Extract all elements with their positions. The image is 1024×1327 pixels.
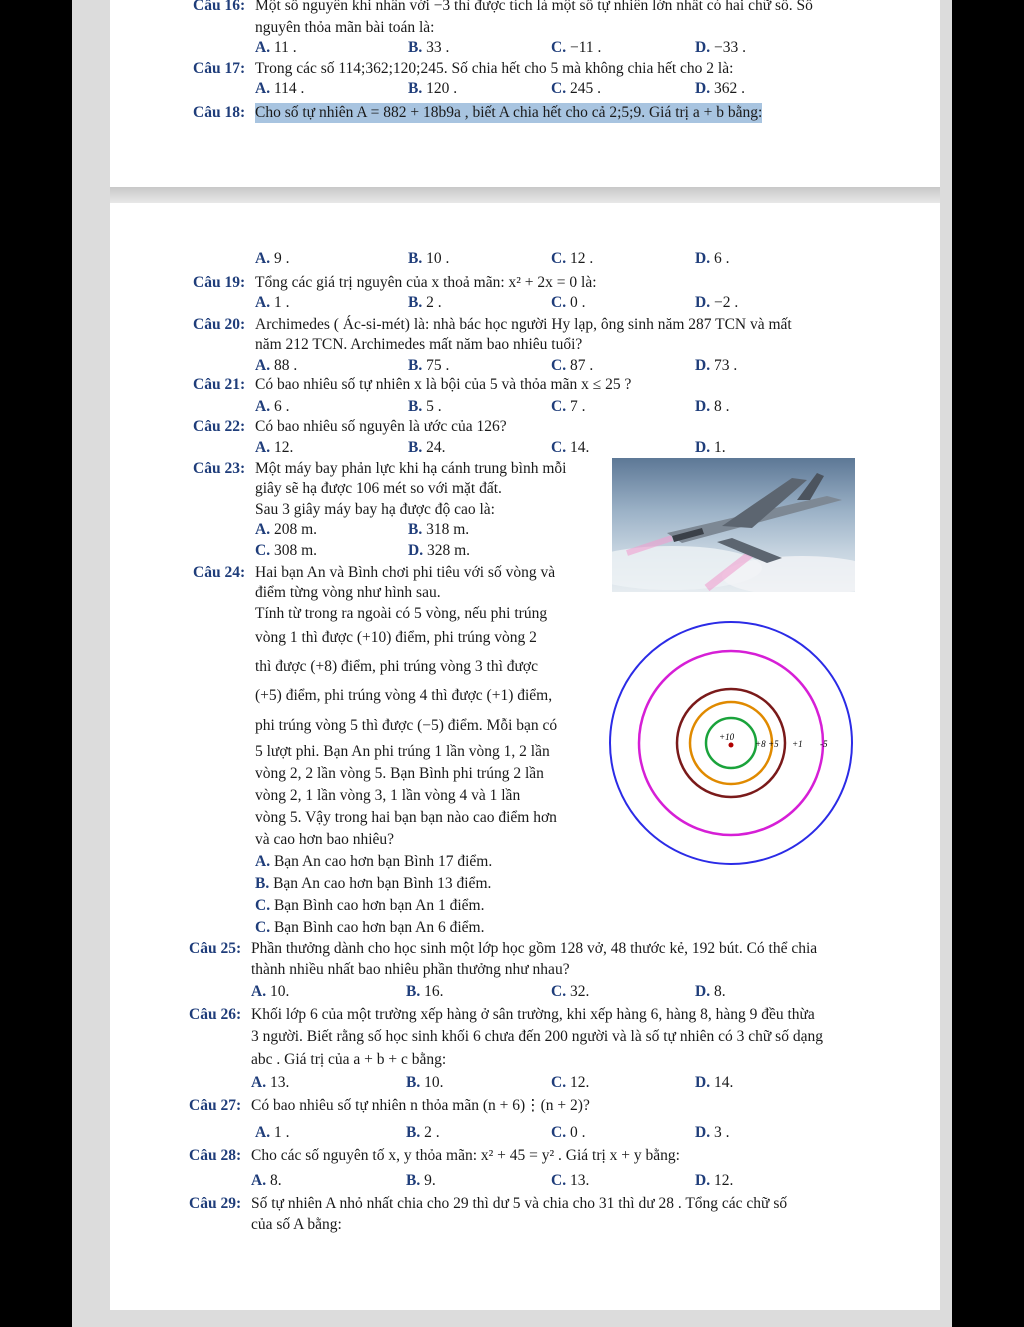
bullseye xyxy=(729,743,734,748)
question-18-options: A. 9 . B. 10 . C. 12 . D. 6 . xyxy=(255,250,730,267)
ring-label-5: -5 xyxy=(820,739,828,749)
question-16: Câu 16: Một số nguyên khi nhân với −3 thì được tích là một số tự nhiên lớn nhất có hai chữ số. Số nguyên thỏa mãn bài toán là: A. 11 . B. 33 . C. −11 . D. −33 . xyxy=(193,0,813,56)
question-18: Câu 18: Cho số tự nhiên A = 882 + 18b9a , biết A chia hết cho cả 2;5;9. Giá trị a + b bằng: xyxy=(193,104,763,121)
question-26: Câu 26: Khối lớp 6 của một trường xếp hàng ở sân trường, khi xếp hàng 6, hàng 8, hàng 9 đều thừa 3 người. Biết rằng số học sinh khối 6 chưa đến 200 người và là số tự nhiên có 3 chữ số dạng abc . Giá trị của a + b + c bằng: A. 13. B. 10. C. 12. D. 14. xyxy=(189,1006,823,1091)
question-28: Câu 28: Cho các số nguyên tố x, y thỏa mãn: x² + 45 = y² . Giá trị x + y bằng: A. 8. B. 9. C. 13. D. 12. xyxy=(189,1147,734,1189)
ring-label-1: +10 xyxy=(719,732,735,742)
page-gap xyxy=(110,187,940,203)
jet-plane-image xyxy=(612,458,855,592)
ring-label-3: +5 xyxy=(768,739,779,749)
dartboard-diagram xyxy=(600,610,870,880)
question-17: Câu 17: Trong các số 114;362;120;245. Số chia hết cho 5 mà không chia hết cho 2 là: A. 114 . B. 120 . C. 245 . D. 362 . xyxy=(193,60,745,97)
question-27: Câu 27: Có bao nhiêu số tự nhiên n thỏa mãn (n + 6)⋮(n + 2)? A. 1 . B. 2 . C. 0 . D. 3 . xyxy=(189,1097,730,1141)
question-25: Câu 25: Phần thưởng dành cho học sinh một lớp học gồm 128 vở, 48 thước kẻ, 192 bút. Có thể chia thành nhiều nhất bao nhiêu phần thưởng như nhau? A. 10. B. 16. C. 32. D. 8. xyxy=(189,940,818,1000)
question-23: Câu 23: Một máy bay phản lực khi hạ cánh trung bình mỗi giây sẽ hạ được 106 mét so với mặt đất. Sau 3 giây máy bay hạ được độ cao là: A. 208 m. B. 318 m. C. 308 m. D. 328 m. xyxy=(193,460,567,559)
question-20: Câu 20: Archimedes ( Ác-si-mét) là: nhà bác học người Hy lạp, ông sinh năm 287 TCN và mất năm 212 TCN. Archimedes mất năm bao nhiêu tuổi? A. 88 . B. 75 . C. 87 . D. 73 . xyxy=(193,316,792,374)
ring-label-2: +8 xyxy=(755,739,766,749)
question-22: Câu 22: Có bao nhiêu số nguyên là ước của 126? A. 12. B. 24. C. 14. D. 1. xyxy=(193,418,726,456)
question-19: Câu 19: Tổng các giá trị nguyên của x thoả mãn: x² + 2x = 0 là: A. 1 . B. 2 . C. 0 . D. −2 . xyxy=(193,274,739,311)
question-29: Câu 29: Số tự nhiên A nhỏ nhất chia cho 29 thì dư 5 và chia cho 31 thì dư 28 . Tổng các chữ số của số A bằng: xyxy=(189,1195,788,1233)
ring-label-4: +1 xyxy=(792,739,803,749)
question-24: Câu 24: Hai bạn An và Bình chơi phi tiêu với số vòng và điểm từng vòng như hình sau. Tính từ trong ra ngoài có 5 vòng, nếu phi trúng vòng 1 thì được (+10) điểm, phi trúng vòng 2 thì được (+8) điểm, phi trúng vòng 3 thì được (+5) điểm, phi trúng vòng 4 thì được (+1) điểm, phi trúng vòng 5 thì được (−5) điểm. Mỗi bạn có 5 lượt phi. Bạn An phi trúng 1 lần vòng 1, 2 lần vòng 2, 2 lần vòng 5. Bạn Bình phi trúng 2 lần vòng 2, 1 lần vòng 3, 1 lần vòng 4 và 1 lần vòng 5. Vậy trong hai bạn bạn nào cao điểm hơn và cao hơn bao nhiêu? A. Bạn An cao hơn bạn Bình 17 điểm. B. Bạn An cao hơn bạn Bình 13 điểm. C. Bạn Bình cao hơn bạn An 1 điểm. C. Bạn Bình cao hơn bạn An 6 điểm. xyxy=(193,564,558,936)
question-21: Câu 21: Có bao nhiêu số tự nhiên x là bội của 5 và thỏa mãn x ≤ 25 ? A. 6 . B. 5 . C. 7 . D. 8 . xyxy=(193,376,730,415)
